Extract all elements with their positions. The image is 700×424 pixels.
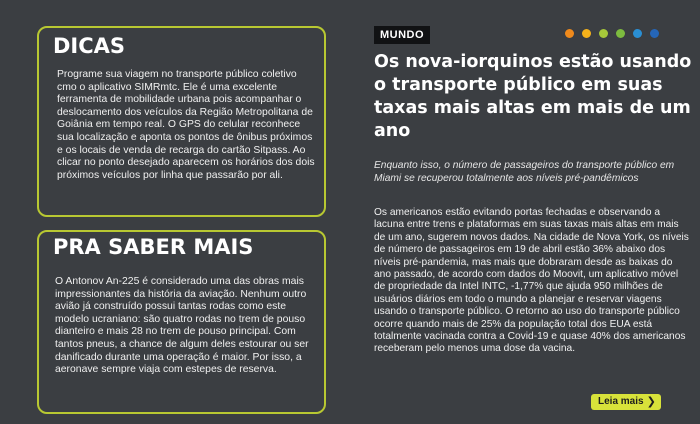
dicas-box	[37, 26, 326, 217]
pra-saber-mais-text: O Antonov An-225 é considerado uma das obras mais impressionantes da história da aviação. Nenhum outro avião já construído possui tantas rodas como este modelo ucraniano: são quatro rodas no trem de pouso dianteiro e mais 28 no trem de pouso principal. Com tantos pneus, a chance de algum deles estourar ou ser danificado durante uma operação é maior. Por isso, a aeronave sempre viaja com estepes de reserva.	[55, 276, 309, 376]
dot-orange	[565, 29, 574, 38]
dicas-text: Programe sua viagem no transporte público coletivo cmo o aplicativo SIMRmtc. Ele é uma excelente ferramenta de mobilidade urbana pois acompanhar o deslocamento dos veículos da Região Metropolitana de Goiânia em tempo real. O GPS do celular reconhece sua localização e aponta os pontos de ônibus próximos e os locais de venda de recarga do cartão Sitpass. Ao clicar no ponto desejado aparecem os horários dos dois próximos veículos por linha que passarão por ali.	[57, 69, 315, 181]
color-dots	[565, 29, 659, 38]
article-subhead: Enquanto isso, o número de passageiros do transporte público em Miami se recuperou totalmente aos níveis pré-pandêmicos	[374, 160, 675, 184]
dot-lime	[599, 29, 608, 38]
dot-navy	[650, 29, 659, 38]
read-more-button[interactable]	[591, 394, 661, 410]
dicas-title: DICAS	[49, 36, 129, 57]
dot-yellow	[582, 29, 591, 38]
pra-saber-mais-box	[37, 230, 326, 414]
section-tag: MUNDO	[374, 26, 430, 44]
article-body: Os americanos estão evitando portas fechadas e observando a lacuna entre trens e plataformas em suas taxas mais altas em mais de um ano, sugerem novos dados. Na cidade de Nova York, os níveis de número de passageiros em 19 de abril estão 36% abaixo dos níveis pré-pandemia, mas mais que dobraram desde as baixas do ano passado, de acordo com dados do Moovit, um aplicativo móvel de propriedade da Intel INTC, -1,77% que ajuda 950 milhões de usuários diários em todo o mundo a planejar e reservar viagens usando o transporte público. O retorno ao uso do transporte público ocorre quando mais de 25% da população total dos EUA está totalmente vacinada contra a Covid-19 e quase 40% dos americanos receberam pelo menos uma dose da vacina.	[374, 207, 689, 355]
article-headline: Os nova-iorquinos estão usando o transporte público em suas taxas mais altas em mais de um ano	[374, 52, 692, 141]
chevron-right-icon: ❯	[646, 395, 656, 408]
pra-saber-mais-title: PRA SABER MAIS	[49, 237, 257, 258]
dot-blue	[633, 29, 642, 38]
dot-green	[616, 29, 625, 38]
read-more-label: Leia mais	[598, 396, 644, 407]
